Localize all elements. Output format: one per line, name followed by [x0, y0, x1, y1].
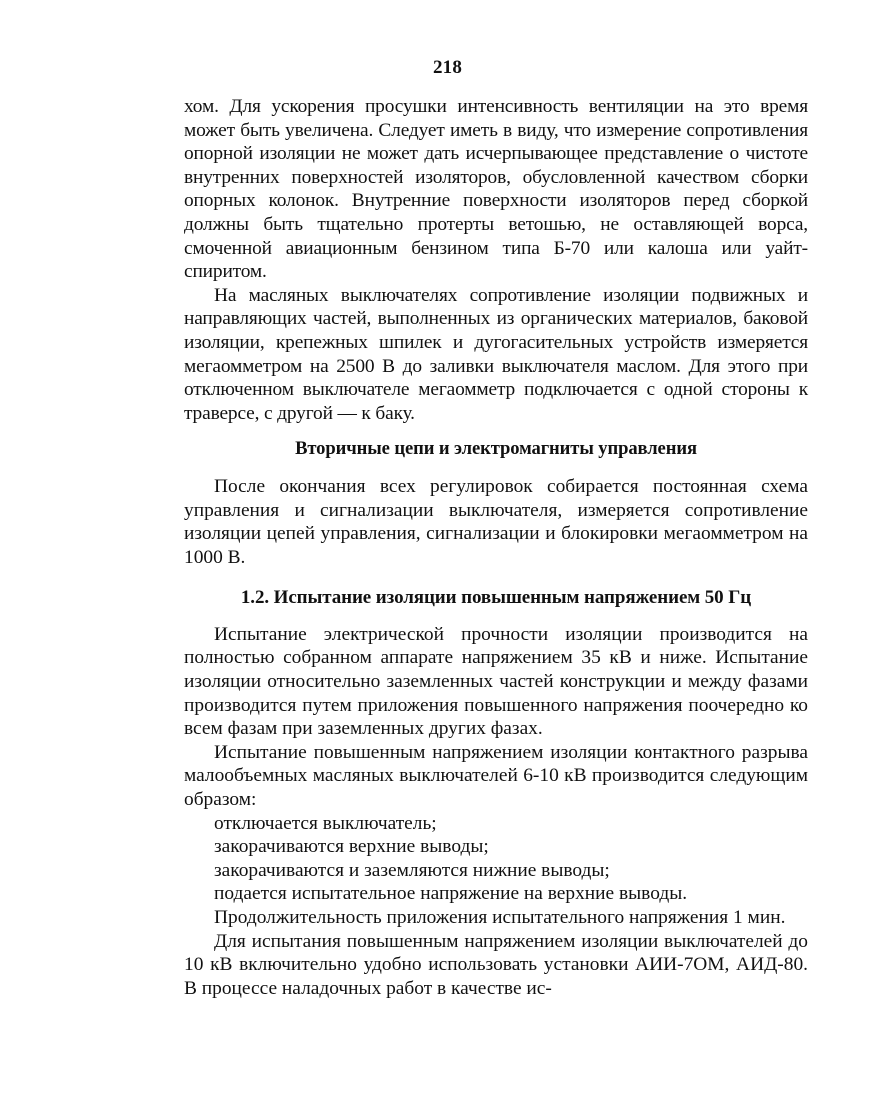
paragraph-test-duration: Продолжительность приложения испытательного напряжения 1 мин.: [214, 907, 786, 928]
list-item: отключается выключатель;: [214, 812, 437, 834]
paragraph-drying-ventilation: хом. Для ускорения просушки интенсивность вентиляции на это время может быть увеличена. Следует иметь в виду, что измерение сопротивления опорной изоляции не может дать исчерпывающее представление о чистоте внутренних поверхностей изоляторов, обусловленной качеством сборки опорных колонок. Внутренние поверхности изоляторов перед сборкой должны быть тщательно протерты ветошью, не оставляющей ворса, смоченной авиационным бензином типа Б-70 или калоша или уайт-спиритом.: [184, 96, 808, 283]
document-body: [184, 95, 808, 1000]
paragraph-contact-gap-test: Испытание повышенным напряжением изоляции контактного разрыва малообъемных масляных выключателей 6-10 кВ производится следующим образом:: [184, 741, 808, 811]
page-number: 218: [432, 57, 463, 78]
paragraph-oil-breakers-insulation: На масляных выключателях сопротивление изоляции подвижных и направляющих частей, выполненных из органических материалов, баковой изоляции, крепежных шпилек и дугогасительных устройств измеряется мегаомметром на 2500 В до заливки выключателя маслом. Для этого при отключенном выключателе мегаомметр подключается с одной стороны к траверсе, с другой — к баку.: [184, 284, 808, 424]
heading-section-1-2: 1.2. Испытание изоляции повышенным напряжением 50 Гц: [240, 587, 752, 609]
list-item: закорачиваются верхние выводы;: [214, 836, 489, 858]
heading-secondary-circuits: Вторичные цепи и электромагниты управления: [295, 438, 697, 460]
list-item: закорачиваются и заземляются нижние выводы;: [214, 859, 610, 881]
paragraph-test-equipment: Для испытания повышенным напряжением изоляции выключателей до 10 кВ включительно удобно использовать установки АИИ-7ОМ, АИД-80. В процессе наладочных работ в качестве ис-: [184, 930, 808, 999]
list-item: подается испытательное напряжение на верхние выводы.: [214, 883, 688, 905]
paragraph-strength-test: Испытание электрической прочности изоляции производится на полностью собранном аппарате напряжением 35 кВ и ниже. Испытание изоляции относительно заземленных частей конструкции и между фазами производится путем приложения повышенного напряжения поочередно ко всем фазам при заземленных других фазах.: [184, 623, 808, 740]
paragraph-secondary-circuits: После окончания всех регулировок собирается постоянная схема управления и сигнализации выключателя, измеряется сопротивление изоляции цепей управления, сигнализации и блокировки мегаомметром на 1000 В.: [184, 475, 808, 568]
